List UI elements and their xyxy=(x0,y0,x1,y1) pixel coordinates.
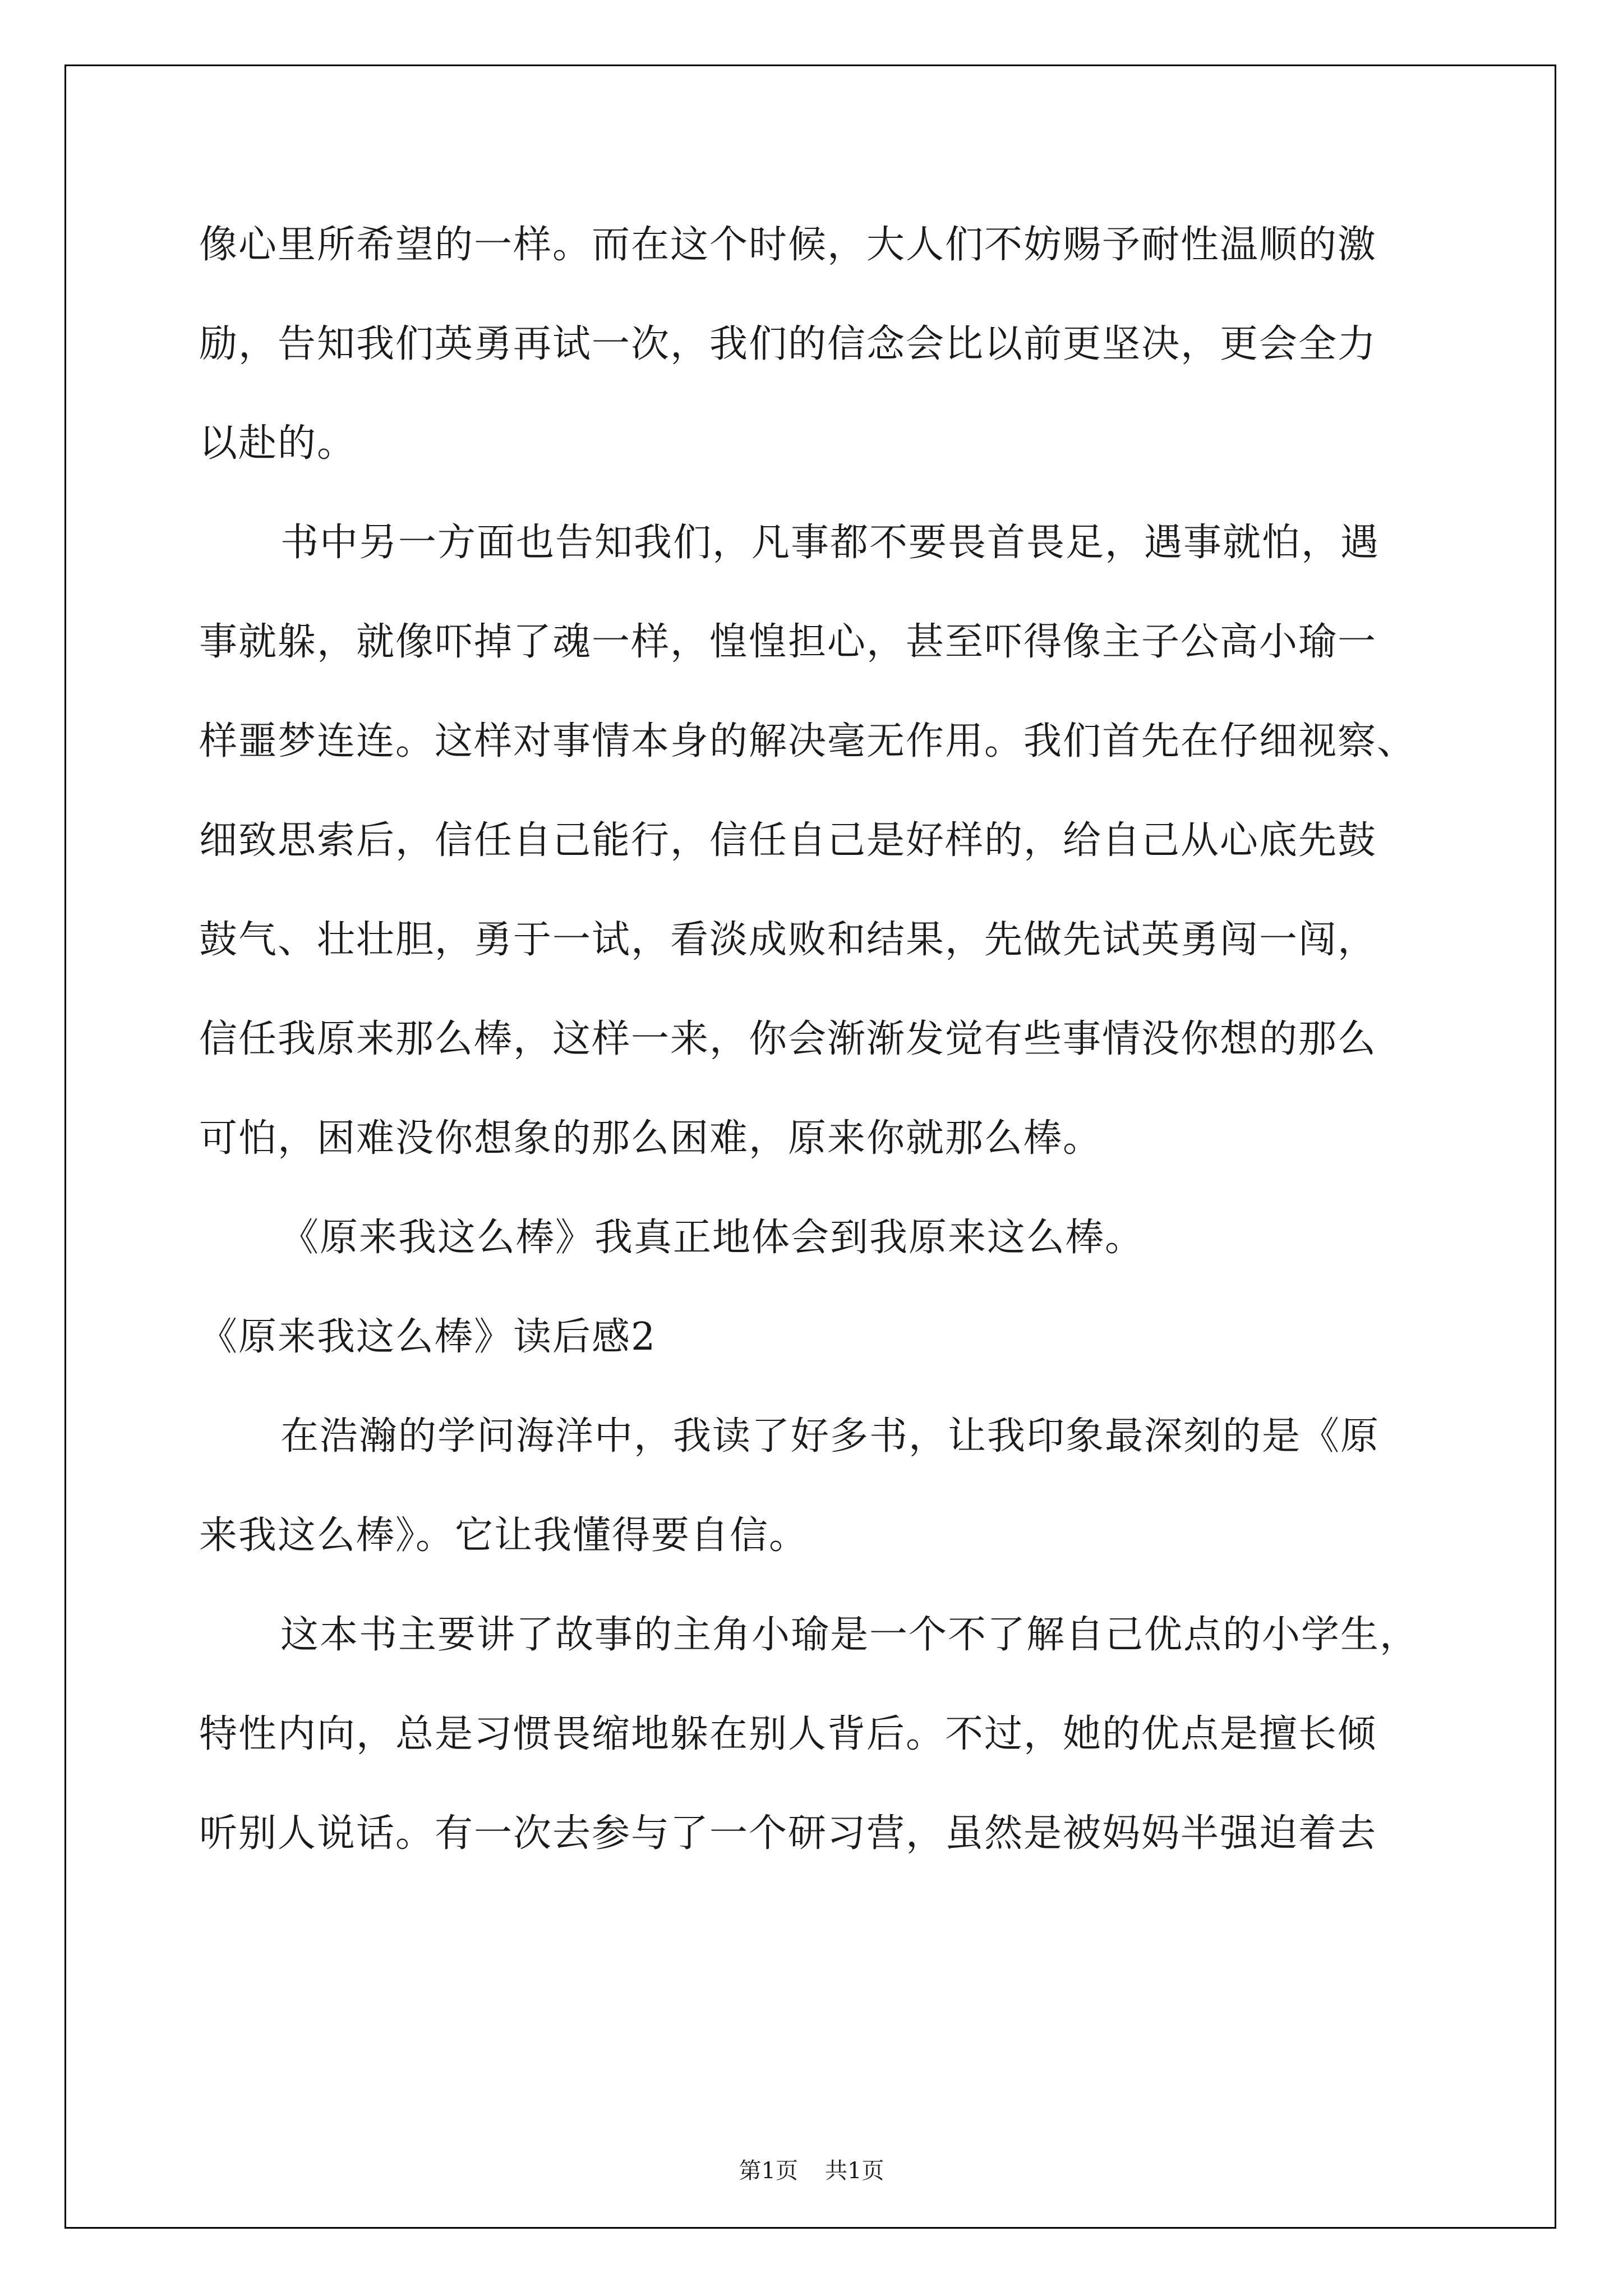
section-heading: 《原来我这么棒》读后感2 xyxy=(199,1315,657,1359)
text-line-11: 《原来我这么棒》我真正地体会到我原来这么棒。 xyxy=(280,1216,1145,1260)
page-total: 共1页 xyxy=(825,2158,884,2184)
text-line-4: 书中另一方面也告知我们，凡事都不要畏首畏足，遇事就怕，遇 xyxy=(280,521,1380,565)
text-line-9: 信任我原来那么棒，这样一来，你会渐渐发觉有些事情没你想的那么 xyxy=(199,1017,1377,1061)
page-number: 第1页 xyxy=(739,2158,798,2184)
text-line-13: 在浩瀚的学问海洋中，我读了好多书，让我印象最深刻的是《原 xyxy=(280,1414,1380,1458)
text-line-16: 特性内向，总是习惯畏缩地躲在别人背后。不过，她的优点是擅长倾 xyxy=(199,1712,1377,1756)
text-line-15: 这本书主要讲了故事的主角小瑜是一个不了解自己优点的小学生， xyxy=(280,1613,1419,1657)
text-line-1: 像心里所希望的一样。而在这个时候，大人们不妨赐予耐性温顺的激 xyxy=(199,223,1377,267)
text-line-14: 来我这么棒》。它让我懂得要自信。 xyxy=(199,1513,809,1558)
document-body xyxy=(199,212,1455,1900)
text-line-3: 以赴的。 xyxy=(199,421,357,466)
page-footer xyxy=(0,2154,1623,2188)
text-line-10: 可怕，困难没你想象的那么困难，原来你就那么棒。 xyxy=(199,1116,1103,1161)
text-line-8: 鼓气、壮壮胆，勇于一试，看淡成败和结果，先做先试英勇闯一闯， xyxy=(199,918,1377,962)
text-line-6: 样噩梦连连。这样对事情本身的解决毫无作用。我们首先在仔细视察、 xyxy=(199,719,1417,763)
text-line-2: 励，告知我们英勇再试一次，我们的信念会比以前更坚决，更会全力 xyxy=(199,322,1377,366)
text-line-7: 细致思索后，信任自己能行，信任自己是好样的，给自己从心底先鼓 xyxy=(199,818,1377,863)
text-line-5: 事就躲，就像吓掉了魂一样，惶惶担心，甚至吓得像主子公高小瑜一 xyxy=(199,620,1377,664)
text-line-17: 听别人说话。有一次去参与了一个研习营，虽然是被妈妈半强迫着去 xyxy=(199,1811,1377,1856)
